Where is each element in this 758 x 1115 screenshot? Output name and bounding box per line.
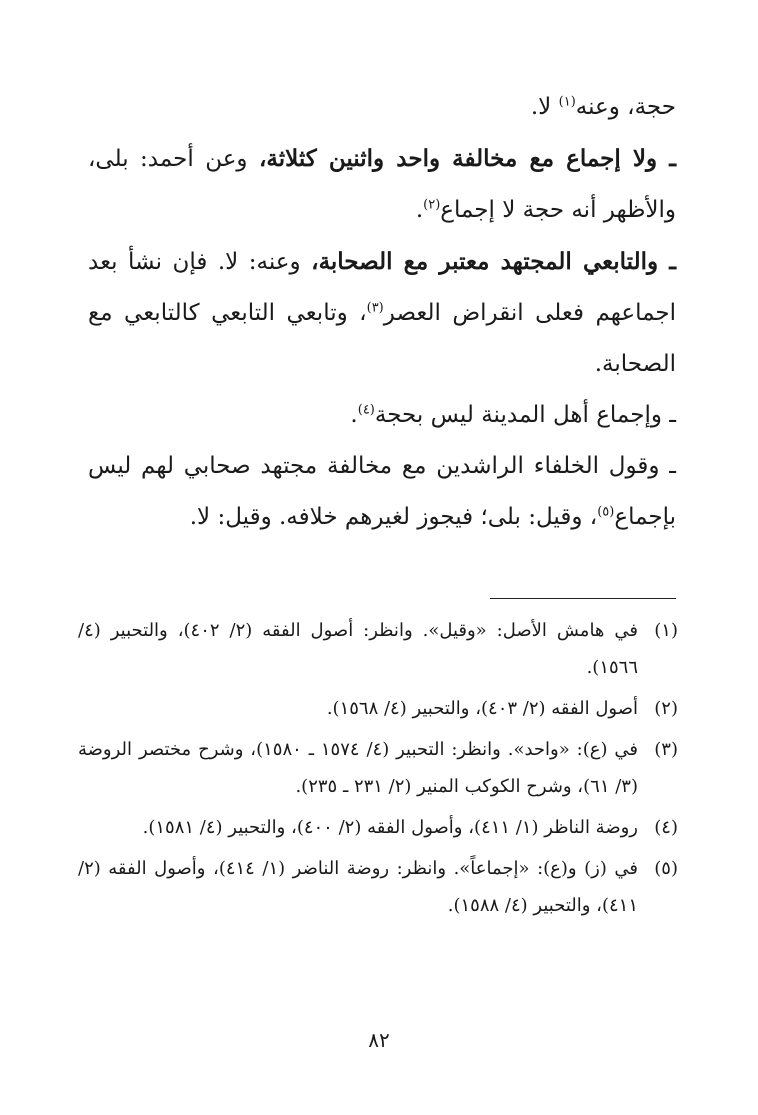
footnote-5 (78, 850, 678, 924)
footnotes (78, 612, 678, 928)
footnote-text: في هامش الأصل: «وقيل». وانظر: أصول الفقه (٢/ ٤٠٢)، والتحبير (٤/ ١٥٦٦). (78, 620, 638, 678)
text-segment: ـ وقول الخلفاء الراشدين مع مخالفة مجتهد صحابي لهم ليس بإجماع (88, 453, 676, 530)
footnote-text: في (ع): «واحد». وانظر: التحبير (٤/ ١٥٧٤ ـ ١٥٨٠)، وشرح مختصر الروضة (٣/ ٦١)، وشرح الكوكب المنير (٢/ ٢٣١ ـ ٢٣٥). (78, 739, 638, 797)
footnote-number: (٤) (654, 817, 678, 838)
footnote-number: (١) (654, 620, 678, 641)
footnote-text: أصول الفقه (٢/ ٤٠٣)، والتحبير (٤/ ١٥٦٨). (326, 698, 638, 719)
footnote-1 (78, 612, 678, 686)
footnote-4 (78, 809, 678, 846)
footnote-ref-3[interactable]: (٣) (366, 300, 384, 316)
paragraph-1 (88, 82, 676, 133)
text-segment: ـ وإجماع أهل المدينة ليس بحجة (374, 402, 676, 428)
footnote-3 (78, 731, 678, 805)
footnote-text: روضة الناظر (١/ ٤١١)، وأصول الفقه (٢/ ٤٠٠)، والتحبير (٤/ ١٥٨١). (142, 817, 638, 838)
footnote-number: (٣) (654, 739, 678, 760)
text-segment: وعن أحمد: بلى، والأظهر أنه حجة لا إجماع (88, 146, 676, 223)
bold-heading: ـ والتابعي المجتهد معتبر مع الصحابة، (311, 248, 676, 275)
page-number: ٨٢ (368, 1028, 390, 1052)
paragraph-3 (88, 236, 676, 390)
footnote-number: (٢) (654, 698, 678, 719)
text-segment: لا. (530, 94, 559, 120)
footnote-2 (78, 690, 678, 727)
paragraph-2 (88, 133, 676, 236)
main-text (88, 82, 676, 543)
text-segment: حجة، وعنه (575, 94, 676, 120)
footnote-ref-2[interactable]: (٢) (423, 197, 441, 213)
text-segment: ، وقيل: بلى؛ فيجوز لغيرهم خلافه. وقيل: لا. (189, 504, 598, 530)
paragraph-5 (88, 441, 676, 543)
footnote-ref-5[interactable]: (٥) (597, 504, 615, 520)
text-segment: . (350, 402, 358, 428)
text-segment: . (415, 197, 424, 223)
paragraph-4 (88, 390, 676, 441)
footnote-ref-1[interactable]: (١) (558, 94, 576, 110)
footnote-number: (٥) (654, 858, 678, 879)
text-segment: ، وتابعي التابعي كالتابعي مع الصحابة. (88, 300, 676, 377)
text-segment: وعنه: لا. فإن نشأ بعد اجماعهم فعلى انقراض العصر (88, 249, 676, 326)
footnote-text: في (ز) و(ع): «إجماعاً». وانظر: روضة الناضر (١/ ٤١٤)، وأصول الفقه (٢/ ٤١١)، والتحبير (٤/ ١٥٨٨). (78, 858, 638, 916)
footnote-separator (490, 598, 676, 599)
bold-heading: ـ ولا إجماع مع مخالفة واحد واثنين كثلاثة، (258, 145, 676, 172)
footnote-ref-4[interactable]: (٤) (357, 402, 375, 418)
